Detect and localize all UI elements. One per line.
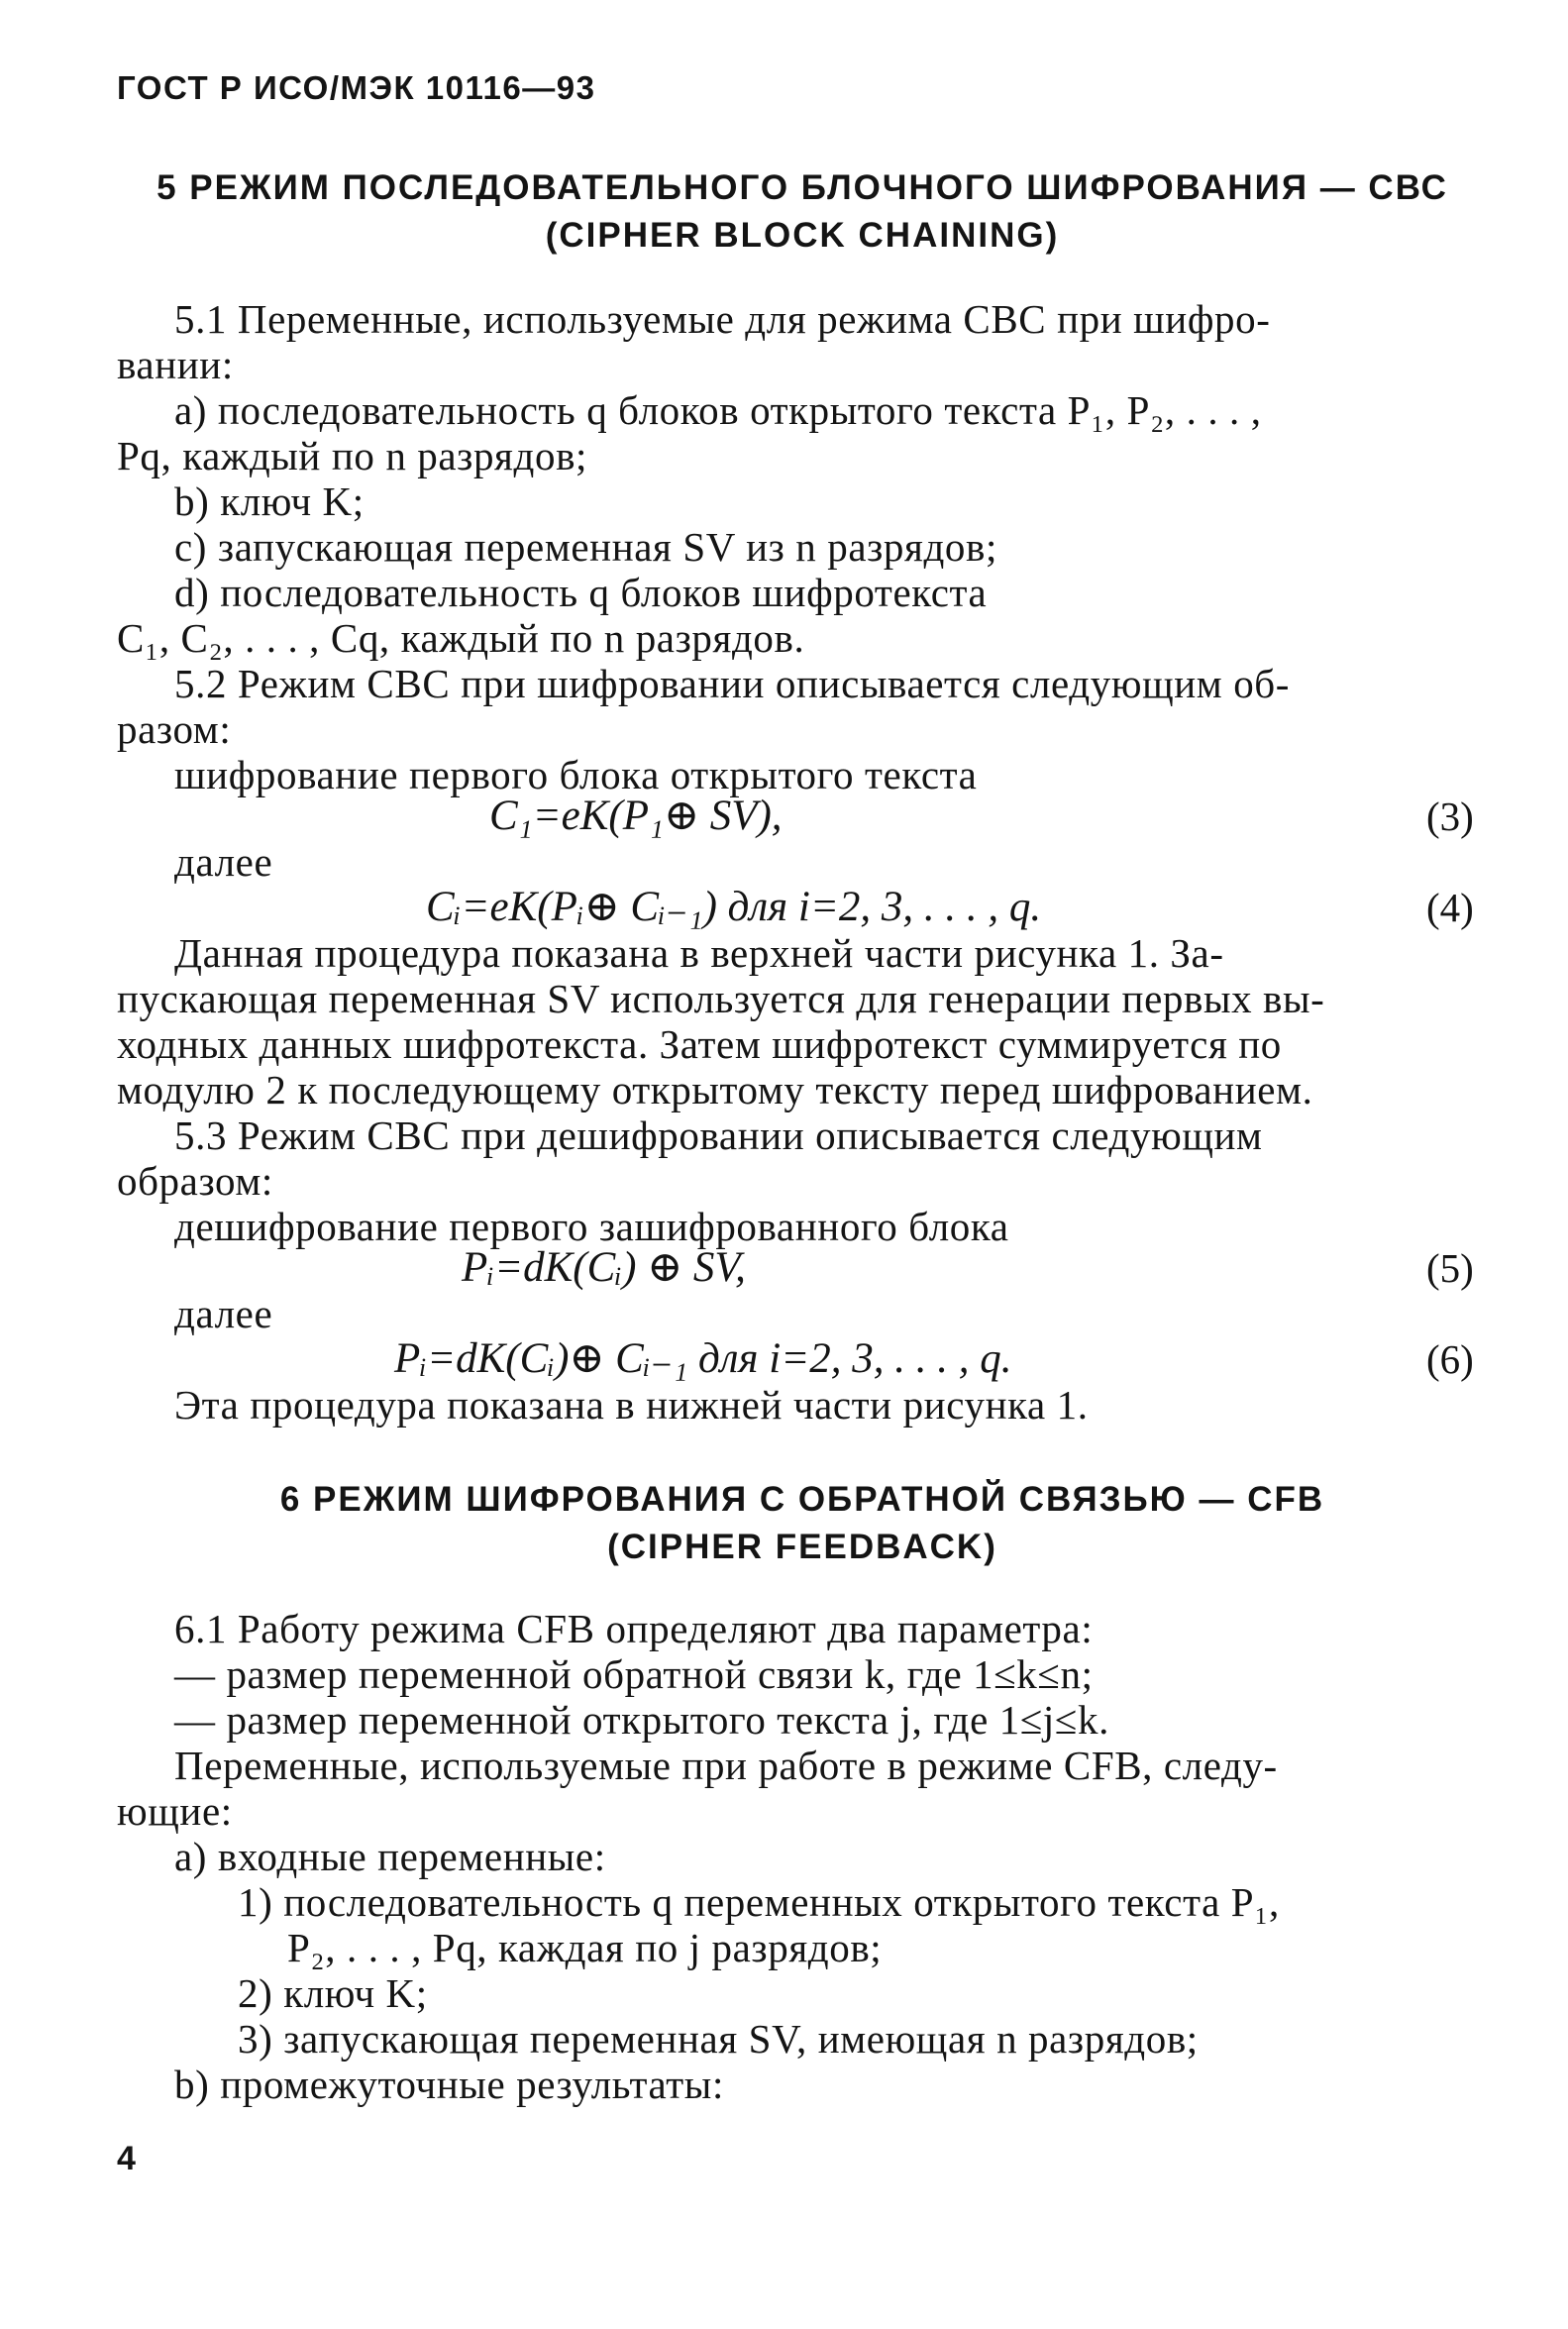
equation-5: Pᵢ=dK(Cᵢ) ⊕ SV, [462, 1244, 746, 1291]
text-line: далее [174, 1291, 273, 1336]
text-line: — размер переменной обратной связи k, где 1≤k≤n; [174, 1651, 1094, 1697]
section-5-title: 5 РЕЖИМ ПОСЛЕДОВАТЕЛЬНОГО БЛОЧНОГО ШИФРОВАНИЯ — СВС [157, 168, 1448, 207]
text-line: разом: [117, 706, 232, 752]
text-line: Переменные, используемые при работе в режиме CFB, следу- [174, 1743, 1278, 1788]
text-line: Данная процедура показана в верхней части рисунка 1. За- [174, 930, 1224, 976]
equation-6-number: (6) [1426, 1336, 1474, 1382]
page-number: 4 [117, 2140, 136, 2177]
text-line: Эта процедура показана в нижней части рисунка 1. [174, 1382, 1089, 1428]
text-line: a) входные переменные: [174, 1834, 606, 1879]
text-line: b) ключ K; [174, 478, 365, 524]
text-line: модулю 2 к последующему открытому тексту перед шифрованием. [117, 1067, 1313, 1112]
equation-3: C₁=eK(P₁⊕ SV), [489, 793, 783, 839]
text-line: пускающая переменная SV используется для генерации первых вы- [117, 976, 1325, 1021]
text-line: дешифрование первого зашифрованного блока [174, 1204, 1009, 1249]
text-line: ходных данных шифротекста. Затем шифротекст суммируется по [117, 1021, 1282, 1067]
text-line: 1) последовательность q переменных открытого текста P₁, [238, 1879, 1280, 1925]
text-line: 2) ключ K; [238, 1970, 428, 2016]
text-line: C₁, C₂, . . . , Cq, каждый по n разрядов. [117, 615, 805, 661]
equation-6: Pᵢ=dK(Cᵢ)⊕ Cᵢ₋₁ для i=2, 3, . . . , q. [394, 1335, 1012, 1382]
text-line: 5.2 Режим СВС при шифровании описывается следующим об- [174, 661, 1291, 706]
text-line: 5.1 Переменные, используемые для режима СВС при шифро- [174, 296, 1271, 342]
equation-5-number: (5) [1426, 1245, 1474, 1291]
text-line: 5.3 Режим СВС при дешифровании описывается следующим [174, 1112, 1263, 1158]
text-line: Pq, каждый по n разрядов; [117, 433, 588, 478]
text-line: вании: [117, 342, 234, 387]
text-line: b) промежуточные результаты: [174, 2062, 724, 2107]
section-5-subtitle: (CIPHER BLOCK CHAINING) [545, 216, 1060, 255]
text-line: d) последовательность q блоков шифротекста [174, 570, 988, 615]
text-line: c) запускающая переменная SV из n разрядов; [174, 524, 997, 570]
text-line: a) последовательность q блоков открытого текста P₁, P₂, . . . , [174, 387, 1262, 433]
text-line: образом: [117, 1158, 273, 1204]
section-6-title: 6 РЕЖИМ ШИФРОВАНИЯ С ОБРАТНОЙ СВЯЗЬЮ — CFB [279, 1480, 1325, 1519]
text-line: шифрование первого блока открытого текста [174, 752, 978, 797]
document-header: ГОСТ Р ИСО/МЭК 10116—93 [117, 69, 596, 106]
text-line: ющие: [117, 1788, 233, 1834]
section-6-subtitle: (CIPHER FEEDBACK) [607, 1528, 997, 1566]
text-line: далее [174, 839, 273, 885]
equation-3-number: (3) [1426, 794, 1474, 839]
equation-4: Cᵢ=eK(Pᵢ⊕ Cᵢ₋₁) для i=2, 3, . . . , q. [426, 884, 1042, 930]
text-line: P₂, . . . , Pq, каждая по j разрядов; [287, 1925, 883, 1970]
text-line: 3) запускающая переменная SV, имеющая n разрядов; [238, 2016, 1199, 2062]
equation-4-number: (4) [1426, 885, 1474, 930]
text-line: 6.1 Работу режима CFB определяют два параметра: [174, 1606, 1094, 1651]
text-line: — размер переменной открытого текста j, где 1≤j≤k. [174, 1697, 1109, 1743]
